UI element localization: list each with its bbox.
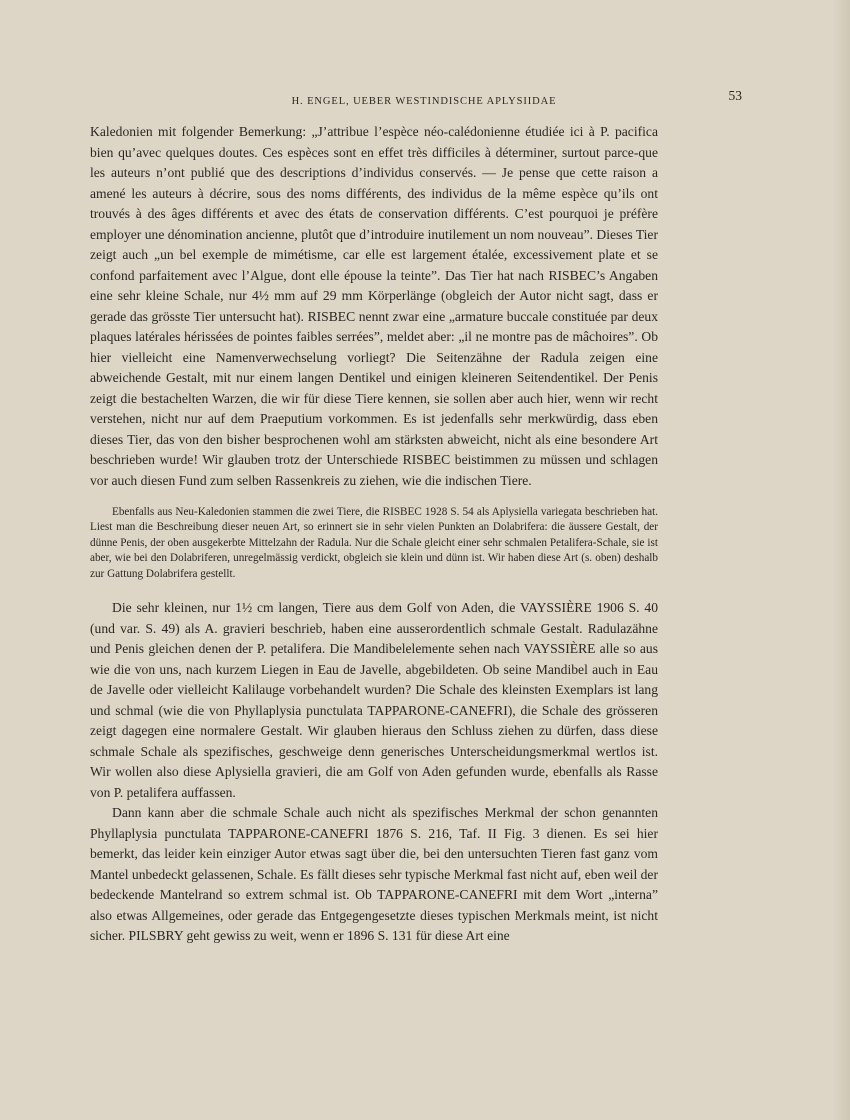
page-header (88, 88, 760, 112)
paragraph-3: Dann kann aber die schmale Schale auch nicht als spezifisches Merkmal der schon genannten Phyllaplysia punctulata TAPPARONE-CANEFRI 1876 S. 216, Taf. II Fig. 3 dienen. Es sei hier bemerkt, das leider kein einziger Autor etwas sagt über die, bei den untersuchten Tieren fast ganz vom Mantel unbedeckt gelassenen, Schale. Es fällt dieses sehr typische Merkmal fast nicht auf, eben weil der bedeckende Mantelrand so extrem schmal ist. Ob TAPPARONE-CANEFRI mit dem Wort „interna” also etwas Allgemeines, oder gerade das Entgegengesetzte dieses typischen Merkmals meint, ist nicht sicher. PILSBRY geht gewiss zu weit, wenn er 1896 S. 131 für diese Art eine (90, 805, 658, 944)
page-number: 53 (728, 88, 742, 103)
page-edge (832, 0, 850, 1120)
running-head: H. ENGEL, UEBER WESTINDISCHE APLYSIIDAE (291, 96, 557, 107)
paragraph-1: Kaledonien mit folgender Bemerkung: „J’attribue l’espèce néo-calédonienne étudiée ici à P. pacifica bien qu’avec quelques doutes. Ces espèces sont en effet très difficiles à déterminer, surtout parce-que les auteurs n’ont publié que des descriptions d’individus conservés. — Je pense que cette raison a amené les auteurs à décrire, sous des noms différents, des individus de la même espèce qu’ils ont trouvés à des âges différents et avec des états de conservation différents. C’est pourquoi je préfère employer une dénomination ancienne, plutôt que d’introduire inutilement un nom nouveau”. Dieses Tier zeigt auch „un bel exemple de mimétisme, car elle est largement étalée, excessivement plate et se confond parfaitement avec l’Algue, dont elle épouse la teinte”. Das Tier hat nach RISBEC’s Angaben eine sehr kleine Schale, nur 4½ mm auf 29 mm Körperlänge (obgleich der Autor nicht sagt, dass er gerade das grösste Tier untersucht hat). RISBEC nennt zwar eine „armature buccale constituée par deux plaques latérales hérissées de pointes faibles serrées”, meldet aber: „il ne montre pas de mâchoires”. Ob hier vielleicht eine Namenverwechselung vorliegt? Die Seitenzähne der Radula zeigen eine abweichende Gestalt, mit nur einem langen Dentikel und einigen kleineren Seitendentikel. Der Penis zeigt die bestachelten Warzen, die wir für diese Tiere kennen, sie sollen aber auch hier, wenn wir recht verstehen, nicht nur auf dem Praeputium vorkommen. Es ist jedenfalls sehr merkwürdig, dass eben dieses Tier, das von den bisher besprochenen wohl am stärksten abweicht, nicht als eine besondere Art beschrieben wurde! Wir glauben trotz der Unterschiede RISBEC beistimmen zu müssen und schlagen vor auch diesen Fund zum selben Rassenkreis zu ziehen, wie die indischen Tiere. (90, 124, 658, 488)
paragraph-2: Die sehr kleinen, nur 1½ cm langen, Tiere aus dem Golf von Aden, die VAYSSIÈRE 1906 S. 40 (und var. S. 49) als A. gravieri beschrieb, haben eine ausserordentlich schmale Gestalt. Radulazähne und Penis gleichen denen der P. petalifera. Die Mandibelelemente sehen nach VAYSSIÈRE alle so aus wie die von uns, nach kurzem Liegen in Eau de Javelle, abgebildeten. Ob seine Mandibel auch in Eau de Javelle oder vielleicht Kalilauge vorbehandelt wurden? Die Schale des kleinsten Exemplars ist lang und schmal (wie die von Phyllaplysia punctulata TAPPARONE-CANEFRI), die Schale des grösseren zeigt dagegen eine normalere Gestalt. Wir glauben hieraus den Schluss ziehen zu dürfen, dass diese schmale Schale als spezifisches, geschweige denn generisches Unterscheidungsmerkmal wertlos ist. Wir wollen also diese Aplysiella gravieri, die am Golf von Aden gefunden wurde, ebenfalls als Rasse von P. petalifera auffassen. (90, 600, 658, 800)
footnote-paragraph: Ebenfalls aus Neu-Kaledonien stammen die zwei Tiere, die RISBEC 1928 S. 54 als Aplysiella variegata beschrieben hat. Liest man die Beschreibung dieser neuen Art, so erinnert sie in sehr vielen Punkten an Dolabrifera: die äussere Gestalt, der dünne Penis, der oben ausgekerbte Mittelzahn der Radula. Nur die Schale gleicht einer sehr schmalen Petalifera-Schale, sie ist aber, wie bei den Dolabriferen, unregelmässig verdickt, obgleich sie klein und dünn ist. Wir haben diese Art (s. oben) deshalb zur Gattung Dolabrifera gestellt. (90, 506, 658, 580)
body-text (90, 122, 658, 947)
